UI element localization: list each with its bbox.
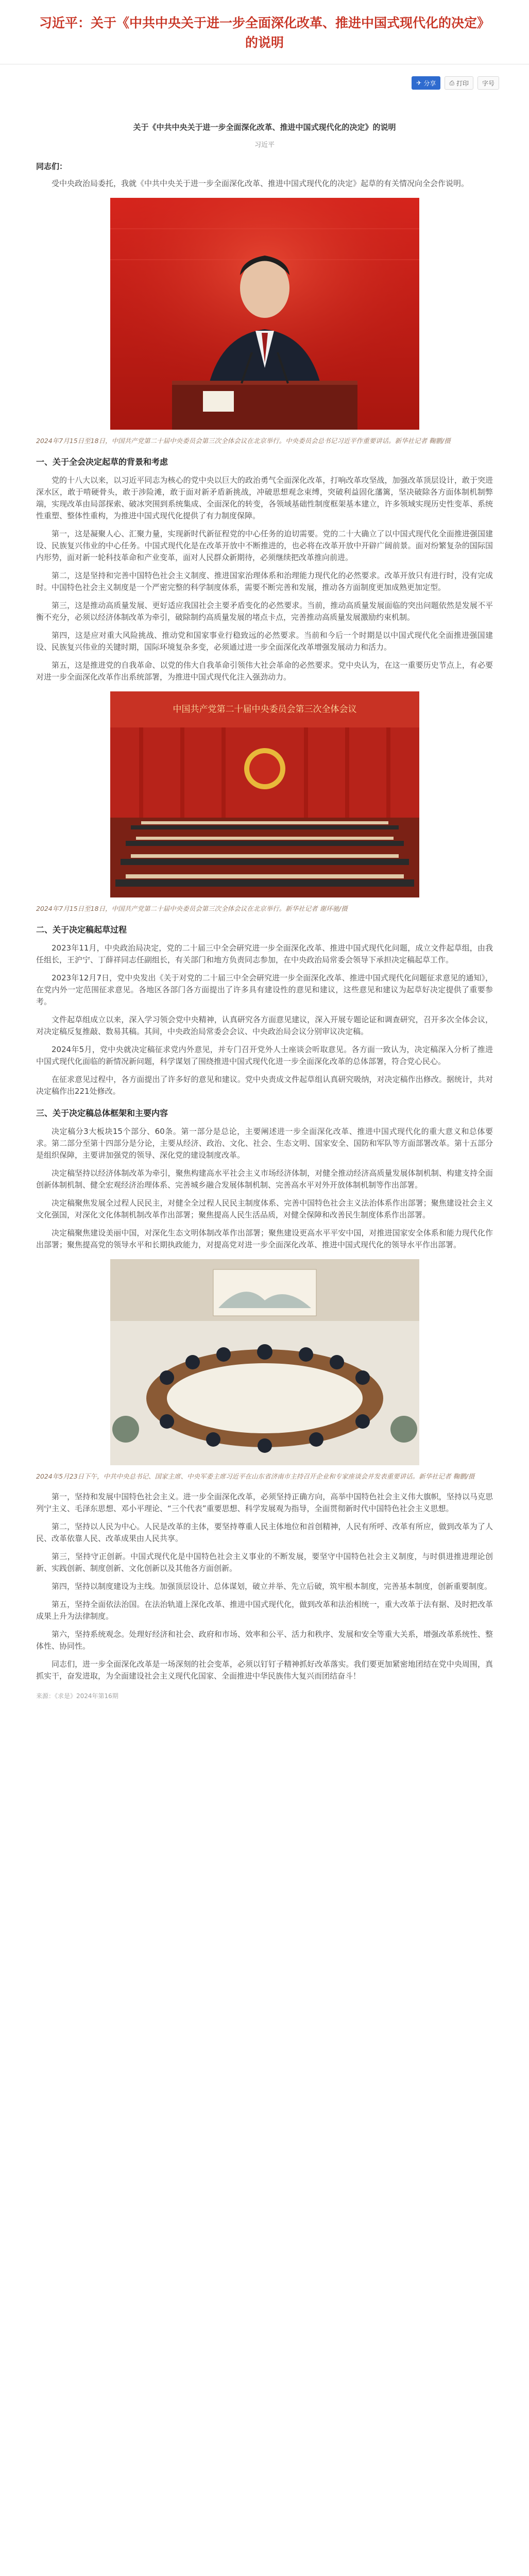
greeting: 同志们： [36,162,67,171]
photo-block [36,198,493,446]
print-label: 打印 [456,79,469,87]
body-paragraph: 第三，坚持守正创新。中国式现代化是中国特色社会主义事业的不断发展，要坚守中国特色社会主义制度，与时俱进推进理论创新、实践创新、制度创新、文化创新以及其他各方面创新。 [36,1552,493,1573]
share-icon: ✈ [416,79,422,87]
body-paragraph: 决定稿聚焦建设美丽中国，对深化生态文明体制改革作出部署；聚焦建设更高水平平安中国，对推进国家安全体系和能力现代化作出部署；聚焦提高党的领导水平和长期执政能力，对提高党对进一步全面深化改革、推进中国式现代化的领导水平作出部署。 [36,1228,493,1249]
print-button[interactable] [445,76,473,90]
body-paragraph: 第五，这是推进党的自我革命、以党的伟大自我革命引领伟大社会革命的必然要求。党中央认为，在这一重要历史节点上，有必要对进一步全面深化改革作出系统部署，为推进中国式现代化注入强劲动力。 [36,660,493,682]
body-paragraph: 决定稿坚持以经济体制改革为牵引，聚焦构建高水平社会主义市场经济体制，对健全推动经济高质量发展体制机制、构建支持全面创新体制机制、健全宏观经济治理体系、完善城乡融合发展体制机制、完善高水平对外开放体制机制等作出部署。 [36,1168,493,1190]
font-label: 字号 [482,79,494,87]
section-heading: 三、关于决定稿总体框架和主要内容 [36,1108,168,1118]
body-paragraph: 2023年11月，中央政治局决定，党的二十届三中全会研究进一步全面深化改革、推进中国式现代化问题，成立文件起草组，由我任组长，王沪宁、丁薛祥同志任副组长，有关部门和地方负责同志参加，在中央政治局常委会领导下承担决定稿起草工作。 [36,943,493,964]
body-paragraph: 决定稿分3大板块15个部分、60条。第一部分是总论，主要阐述进一步全面深化改革、推进中国式现代化的重大意义和总体要求。第二部分至第十四部分是分论，主要从经济、政治、文化、社会、生态文明、国家安全、国防和军队等方面部署改革。第十五部分是组织保障，主要讲加强党的领导、深化党的建设制度改革。 [36,1127,493,1160]
article-byline: 习近平 [254,141,275,149]
body-paragraph: 第四，坚持以制度建设为主线。加强顶层设计、总体谋划，破立并举、先立后破，筑牢根本制度，完善基本制度，创新重要制度。 [52,1582,492,1591]
body-paragraph: 第四，这是应对重大风险挑战、推动党和国家事业行稳致远的必然要求。当前和今后一个时期是以中国式现代化全面推进强国建设、民族复兴伟业的关键时期，国际环境复杂多变，必须通过进一步全面深化改革增强发展动力和活力。 [36,631,493,652]
body-paragraph: 第五，坚持全面依法治国。在法治轨道上深化改革、推进中国式现代化，做到改革和法治相统一，重大改革于法有据、及时把改革成果上升为法律制度。 [36,1600,493,1621]
body-paragraph: 文件起草组成立以来，深入学习领会党中央精神，认真研究各方面意见建议，深入开展专题论证和调查研究，召开多次全体会议，对决定稿反复推敲、数易其稿。其间，中央政治局常委会会议、中央政治局会议分别审议决定稿。 [36,1015,493,1036]
body-paragraph: 2023年12月7日，党中央发出《关于对党的二十届三中全会研究进一步全面深化改革、推进中国式现代化问题征求意见的通知》，在党内外一定范围征求意见。各地区各部门各方面提出了许多具有建设性的意见和建议，这些意见和建议为起草好决定提供了重要参考。 [36,973,493,1006]
article-source: 来源：《求是》2024年第16期 [36,1692,118,1700]
speaker-photo [110,198,419,430]
share-label: 分享 [423,79,436,87]
share-button[interactable] [412,76,440,90]
print-icon: ⎙ [449,79,454,87]
body-paragraph: 第一，这是凝聚人心、汇聚力量，实现新时代新征程党的中心任务的迫切需要。党的二十大确立了以中国式现代化全面推进强国建设、民族复兴伟业的中心任务。中国式现代化是在改革开放中不断推进的，也必将在改革开放中开辟广阔前景。面对纷繁复杂的国际国内形势，面对新一轮科技革命和产业变革，面对人民群众新期待，必须继续把改革推向前进。 [36,529,493,562]
article-title: 习近平：关于《中共中央关于进一步全面深化改革、推进中国式现代化的决定》的说明 [39,15,490,50]
section-heading: 二、关于决定稿起草过程 [36,925,127,935]
body-paragraph: 第一，坚持和发展中国特色社会主义。进一步全面深化改革，必须坚持正确方向，高举中国特色社会主义伟大旗帜，坚持以马克思列宁主义、毛泽东思想、邓小平理论、“三个代表”重要思想、科学发展观为指导，全面贯彻新时代中国特色社会主义思想。 [36,1492,493,1513]
section [36,1491,493,1682]
photo-caption: 2024年7月15日至18日，中国共产党第二十届中央委员会第三次全体会议在北京举行。中央委员会总书记习近平作重要讲话。新华社记者 鞠鹏/摄 [36,437,451,445]
body-paragraph: 第六，坚持系统观念。处理好经济和社会、政府和市场、效率和公平、活力和秩序、发展和安全等重大关系，增强改革系统性、整体性、协同性。 [36,1630,493,1651]
meeting-room-photo [110,1259,419,1465]
body-paragraph: 在征求意见过程中，各方面提出了许多好的意见和建议。党中央责成文件起草组认真研究吸纳，对决定稿作出修改。据统计，共对决定稿作出221处修改。 [36,1075,493,1096]
body-paragraph: 2024年5月，党中央就决定稿征求党内外意见，并专门召开党外人士座谈会听取意见。各方面一致认为，决定稿深入分析了推进中国式现代化面临的新情况新问题，科学谋划了围绕推进中国式现代化进一步全面深化改革的总体部署，符合党心民心。 [36,1045,493,1066]
plenary-hall-photo [110,691,419,897]
hall-banner: 中国共产党第二十届中央委员会第三次全体会议 [173,704,356,715]
section-heading: 一、关于全会决定起草的背景和考虑 [36,457,168,467]
photo-caption: 2024年7月15日至18日，中国共产党第二十届中央委员会第三次全体会议在北京举行。新华社记者 谢环驰/摄 [36,905,348,912]
body-paragraph: 党的十八大以来，以习近平同志为核心的党中央以巨大的政治勇气全面深化改革，打响改革攻坚战，加强改革顶层设计，敢于突进深水区，敢于啃硬骨头，敢于涉险滩，敢于面对新矛盾新挑战，冲破思想观念束缚，突破利益固化藩篱，坚决破除各方面体制机制弊端，实现改革由局部探索、破冰突围到系统集成、全面深化的转变，各领域基础性制度框架基本建立，许多领域实现历史性变革、系统性重塑、整体性重构，为推进中国式现代化提供了有力制度保障。 [36,476,493,520]
section [36,923,493,1097]
article-subtitle: 关于《中共中央关于进一步全面深化改革、推进中国式现代化的决定》的说明 [133,123,396,132]
section [36,455,493,683]
photo-block [36,691,493,914]
body-paragraph: 第二，坚持以人民为中心。人民是改革的主体，要坚持尊重人民主体地位和首创精神，人民有所呼、改革有所应，做到改革为了人民、改革依靠人民、改革成果由人民共享。 [36,1522,493,1543]
font-size-button[interactable] [477,76,499,90]
body-paragraph: 第三，这是推动高质量发展、更好适应我国社会主要矛盾变化的必然要求。当前，推动高质量发展面临的突出问题依然是发展不平衡不充分，必须以经济体制改革为牵引，破除制约高质量发展的堵点卡点，完善推动高质量发展激励约束机制。 [36,601,493,622]
photo-caption: 2024年5月23日下午，中共中央总书记、国家主席、中央军委主席习近平在山东省济南市主持召开企业和专家座谈会并发表重要讲话。新华社记者 鞠鹏/摄 [36,1472,475,1480]
article-toolbar [412,76,499,90]
body-paragraph: 第二，这是坚持和完善中国特色社会主义制度、推进国家治理体系和治理能力现代化的必然要求。改革开放只有进行时，没有完成时。中国特色社会主义制度是一个严密完整的科学制度体系，需要不断完善和发展，推动各方面制度更加成熟更加定型。 [36,571,493,592]
body-paragraph: 同志们，进一步全面深化改革是一场深刻的社会变革，必须以钉钉子精神抓好改革落实。我们要更加紧密地团结在党中央周围，真抓实干，奋发进取，为全面建设社会主义现代化国家、全面推进中华民族伟大复兴而团结奋斗！ [36,1659,493,1681]
section [36,1107,493,1251]
article-body [36,161,493,1700]
body-paragraph: 决定稿聚焦发展全过程人民民主，对健全全过程人民民主制度体系、完善中国特色社会主义法治体系作出部署；聚焦建设社会主义文化强国，对深化文化体制机制改革作出部署；聚焦提高人民生活品质，对健全保障和改善民生制度体系作出部署。 [36,1198,493,1219]
photo-block [36,1259,493,1482]
intro-paragraph: 受中央政治局委托，我就《中共中央关于进一步全面深化改革、推进中国式现代化的决定》起草的有关情况向全会作说明。 [52,179,469,188]
